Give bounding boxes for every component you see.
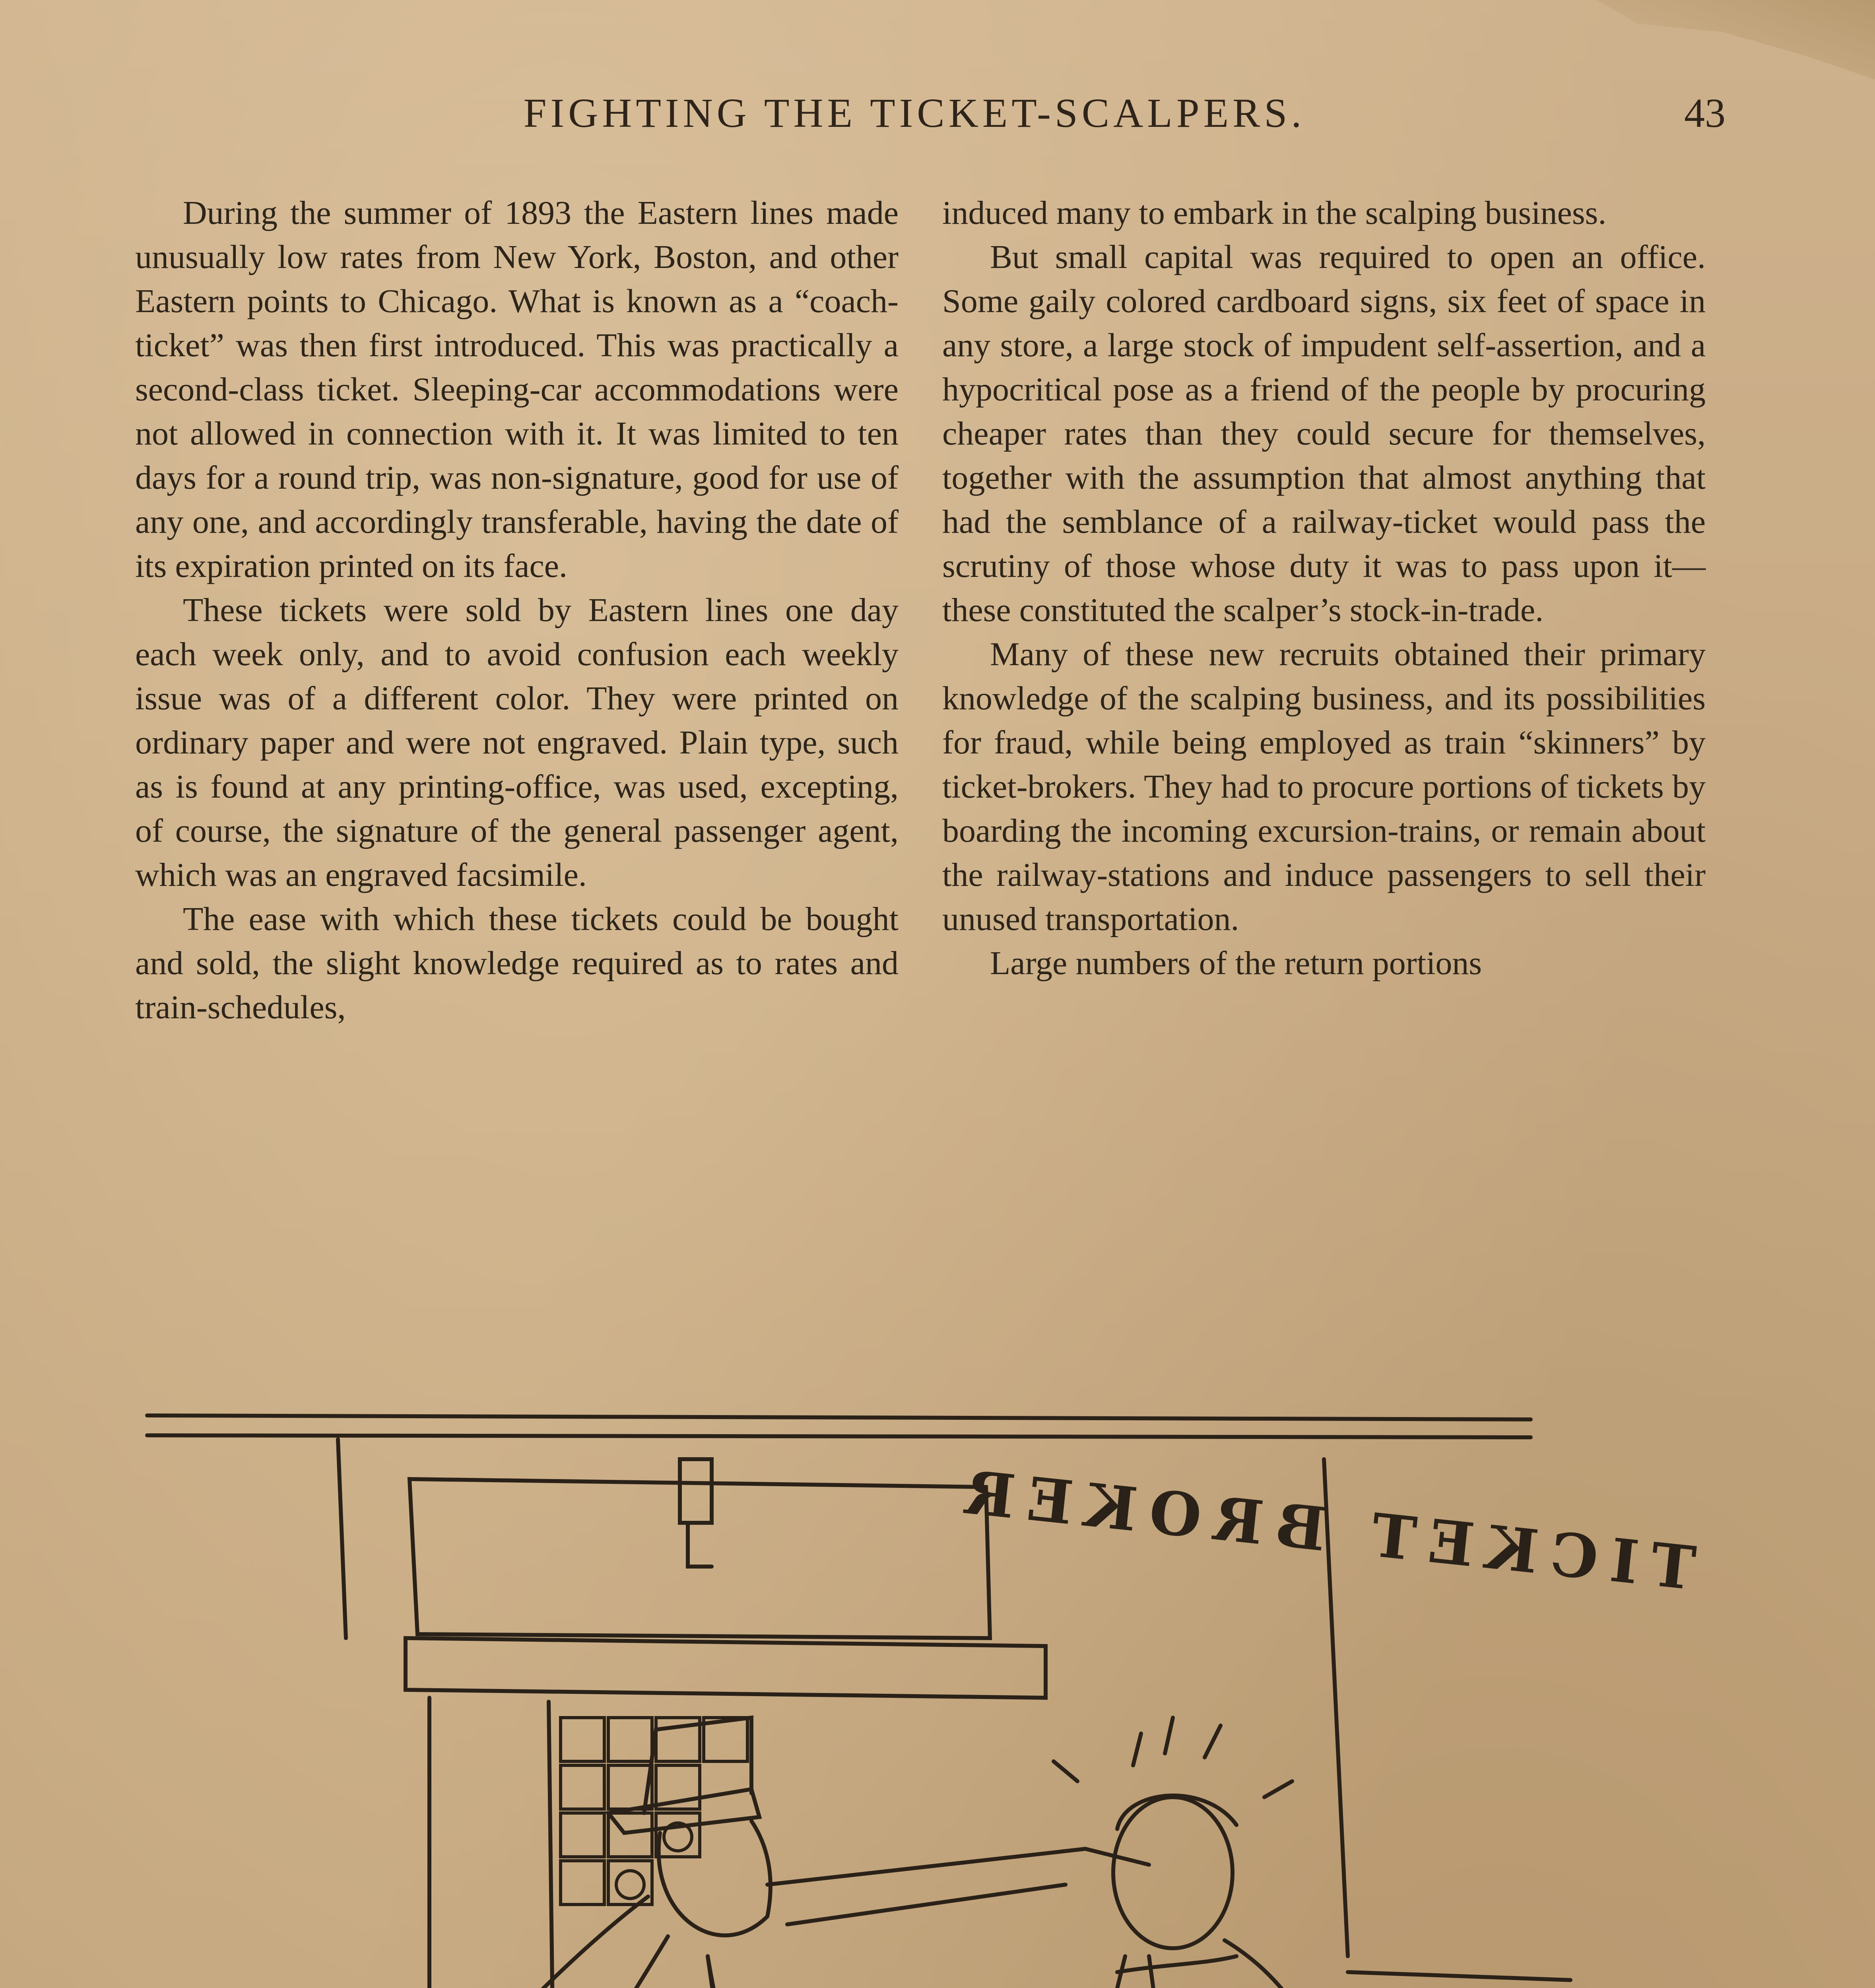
page-number: 43 [1684, 90, 1726, 136]
paragraph: During the summer of 1893 the Eastern lines made unusually low rates from New York, Boston, and other Eastern points to Chicago. What is known as a “coach-ticket” was then first introduced. This was practically a second-class ticket. Sleeping-car accommodations were not allowed in connection with it. It was limited to ten days for a round trip, was non-signature, good for use of any one, and accordingly transferable, having the date of its expiration printed on its face. [135, 194, 899, 584]
left-column [135, 191, 899, 1029]
paragraph: The ease with which these tickets could be bought and sold, the slight knowledge required as to rates and train-schedules, [135, 901, 899, 1026]
paragraph: But small capital was required to open an office. Some gaily colored cardboard signs, six feet of space in any store, a large stock of impudent self-assertion, and a hypocritical pose as a friend of the people by procuring cheaper rates than they could secure for themselves, together with the assumption that almost anything that had the semblance of a railway-ticket would pass the scrutiny of those whose duty it was to pass upon it—these constituted the scalper’s stock-in-trade. [942, 239, 1706, 629]
torn-page-corner [1597, 0, 1875, 80]
page-header [0, 89, 1875, 153]
paragraph: These tickets were sold by Eastern lines one day each week only, and to avoid confusion each weekly issue was of a different color. They were printed on ordinary paper and were not engraved. Plain type, such as is found at any printing-office, was used, excepting, of course, the signature of the general passenger agent, which was an engraved facsimile. [135, 592, 899, 893]
right-column [942, 191, 1706, 985]
window-sign: TICKET BROKER [949, 1456, 1699, 1604]
paragraph: Many of these new recruits obtained their primary knowledge of the scalping business, and its possibilities for fraud, while being employed as train “skinners” by ticket-brokers. They had to procure portions of tickets by boarding the incoming excursion-trains, or remain about the railway-stations and induce passengers to sell their unused transportation. [942, 636, 1706, 938]
running-title: FIGHTING THE TICKET-SCALPERS. [523, 90, 1306, 136]
paragraph: induced many to embark in the scalping business. [942, 194, 1607, 231]
paragraph: Large numbers of the return portions [990, 945, 1482, 982]
illustration [131, 1360, 1737, 1988]
